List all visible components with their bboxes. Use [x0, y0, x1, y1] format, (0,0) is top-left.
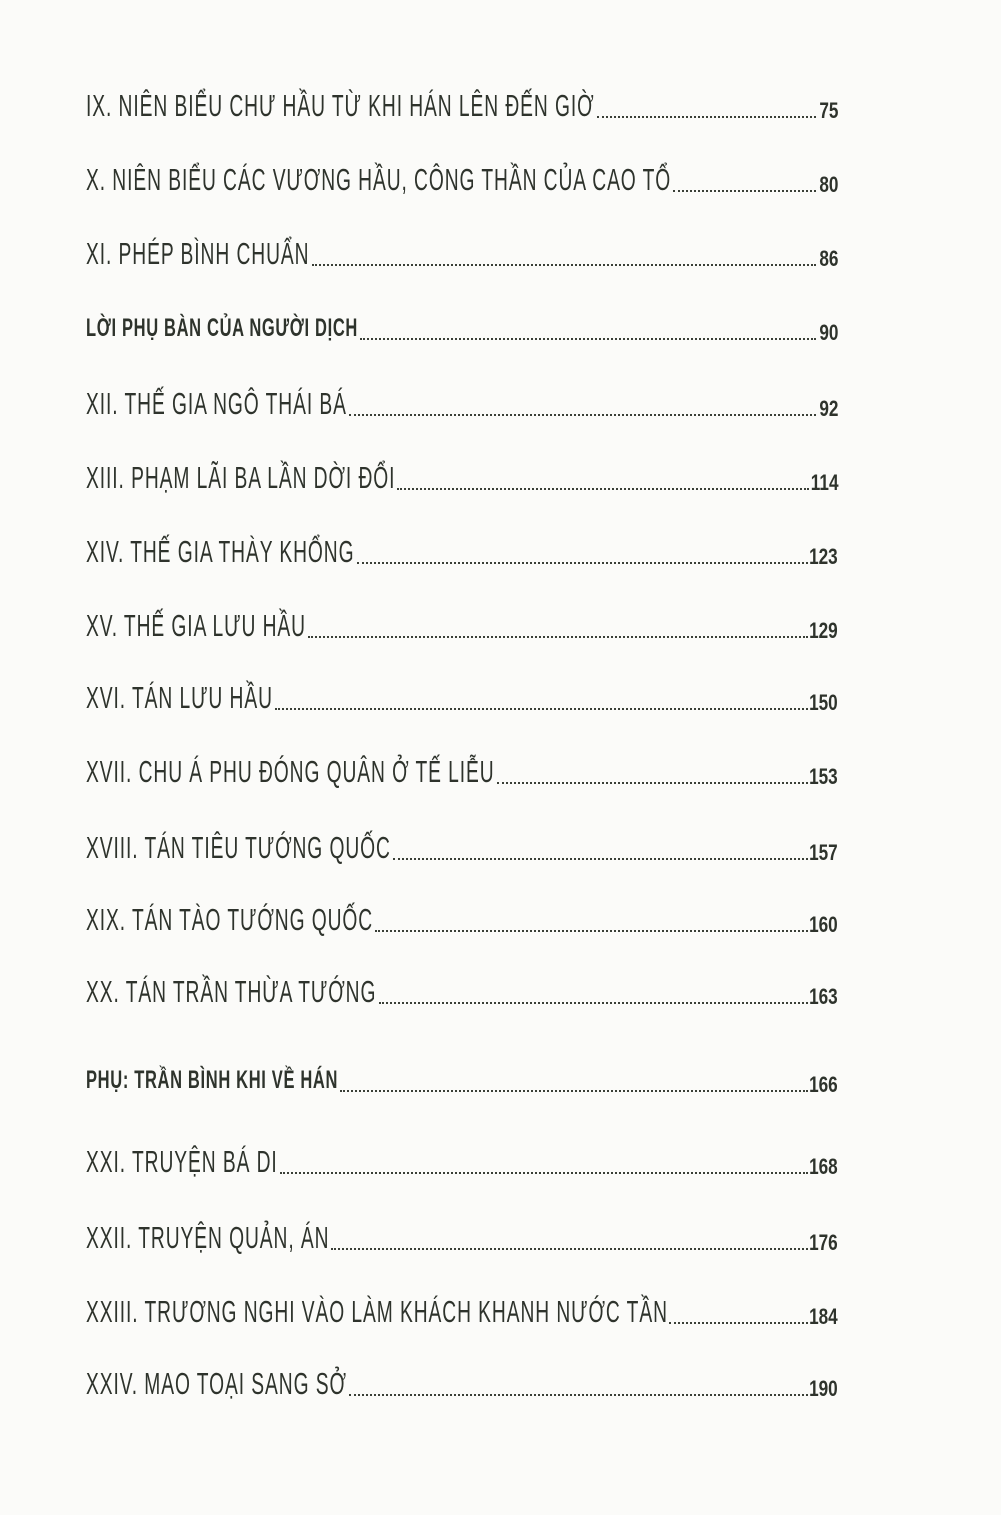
toc-page-number: 80: [818, 172, 838, 197]
toc-entry: [86, 526, 838, 570]
toc-entry: [86, 452, 838, 496]
toc-entry-title: IX. NIÊN BIỂU CHƯ HẦU TỪ KHI HÁN LÊN ĐẾN GIỜ: [86, 88, 595, 123]
dot-leader: [397, 488, 808, 490]
toc-entry-title: XXII. TRUYỆN QUẢN, ÁN: [86, 1220, 330, 1255]
toc-entry: [86, 154, 838, 198]
toc-entry: [86, 894, 838, 938]
toc-entry: [86, 1212, 838, 1256]
dot-leader: [393, 858, 808, 860]
toc-page-number: 123: [809, 544, 838, 569]
dot-leader: [312, 264, 817, 266]
toc-page-number: 86: [818, 246, 838, 271]
toc-entry: [86, 822, 838, 866]
toc-entry-title: XXI. TRUYỆN BÁ DI: [86, 1144, 278, 1179]
toc-entry: [86, 600, 838, 644]
toc-page-number: 163: [809, 984, 838, 1009]
toc-entry-title: XV. THẾ GIA LƯU HẦU: [86, 608, 306, 643]
toc-entry-title: PHỤ: TRẦN BÌNH KHI VỀ HÁN: [86, 1066, 339, 1094]
toc-page-number: 166: [809, 1072, 838, 1097]
toc-entry: [86, 378, 838, 422]
dot-leader: [357, 562, 808, 564]
toc-page-number: 150: [809, 690, 838, 715]
toc-page-number: 176: [809, 1230, 838, 1255]
toc-entry-title: XVII. CHU Á PHU ĐÓNG QUÂN Ở TẾ LIỄU: [86, 754, 495, 789]
toc-entry: [86, 228, 838, 272]
dot-leader: [379, 1002, 808, 1004]
toc-entry: [86, 302, 838, 346]
dot-leader: [360, 338, 816, 340]
toc-entry-title: XVIII. TÁN TIÊU TƯỚNG QUỐC: [86, 830, 391, 865]
toc-entry-title: XIX. TÁN TÀO TƯỚNG QUỐC: [86, 902, 374, 937]
toc-page-number: 168: [809, 1154, 838, 1179]
dot-leader: [349, 414, 817, 416]
toc-page-number: 157: [809, 840, 838, 865]
dot-leader: [308, 636, 808, 638]
toc-entry-title: XI. PHÉP BÌNH CHUẨN: [86, 236, 310, 271]
dot-leader: [375, 930, 807, 932]
toc-entry: [86, 1286, 838, 1330]
toc-entry: [86, 966, 838, 1010]
toc-page-number: 153: [809, 764, 838, 789]
toc-page-number: 90: [818, 320, 838, 345]
toc-page-number: 190: [809, 1376, 838, 1401]
toc-entry: [86, 1054, 838, 1098]
toc-page-number: 92: [818, 396, 838, 421]
dot-leader: [673, 190, 816, 192]
toc-entry-title: XIV. THẾ GIA THÀY KHỔNG: [86, 534, 355, 569]
toc-page-number: 75: [818, 98, 838, 123]
toc-entry-title: XII. THẾ GIA NGÔ THÁI BÁ: [86, 386, 347, 421]
dot-leader: [280, 1172, 808, 1174]
toc-page-number: 160: [809, 912, 838, 937]
toc-entry: [86, 1136, 838, 1180]
toc-entry-title: XXIV. MAO TOẠI SANG SỞ: [86, 1366, 347, 1401]
toc-entry: [86, 1358, 838, 1402]
dot-leader: [349, 1394, 808, 1396]
toc-entry: [86, 746, 838, 790]
dot-leader: [340, 1090, 808, 1092]
toc-entry: [86, 672, 838, 716]
toc-entry: [86, 80, 838, 124]
toc-page-number: 129: [809, 618, 838, 643]
toc-entry-title: XIII. PHẠM LÃI BA LẦN DỜI ĐỔI: [86, 460, 396, 495]
toc-entry-title: XX. TÁN TRẦN THỪA TƯỚNG: [86, 974, 377, 1009]
toc-entry-title: X. NIÊN BIỂU CÁC VƯƠNG HẦU, CÔNG THẦN CỦA CAO TỔ: [86, 162, 672, 197]
toc-page-number: 114: [810, 470, 838, 495]
dot-leader: [331, 1248, 808, 1250]
dot-leader: [669, 1322, 807, 1324]
dot-leader: [597, 116, 817, 118]
toc-entry-title: XVI. TÁN LƯU HẦU: [86, 680, 273, 715]
toc-page-number: 184: [809, 1304, 838, 1329]
dot-leader: [275, 708, 807, 710]
toc-entry-title: XXIII. TRƯƠNG NGHI VÀO LÀM KHÁCH KHANH NƯỚC TẦN: [86, 1294, 668, 1329]
dot-leader: [497, 782, 808, 784]
toc-entry-title: LỜI PHỤ BÀN CỦA NGƯỜI DỊCH: [86, 314, 358, 342]
